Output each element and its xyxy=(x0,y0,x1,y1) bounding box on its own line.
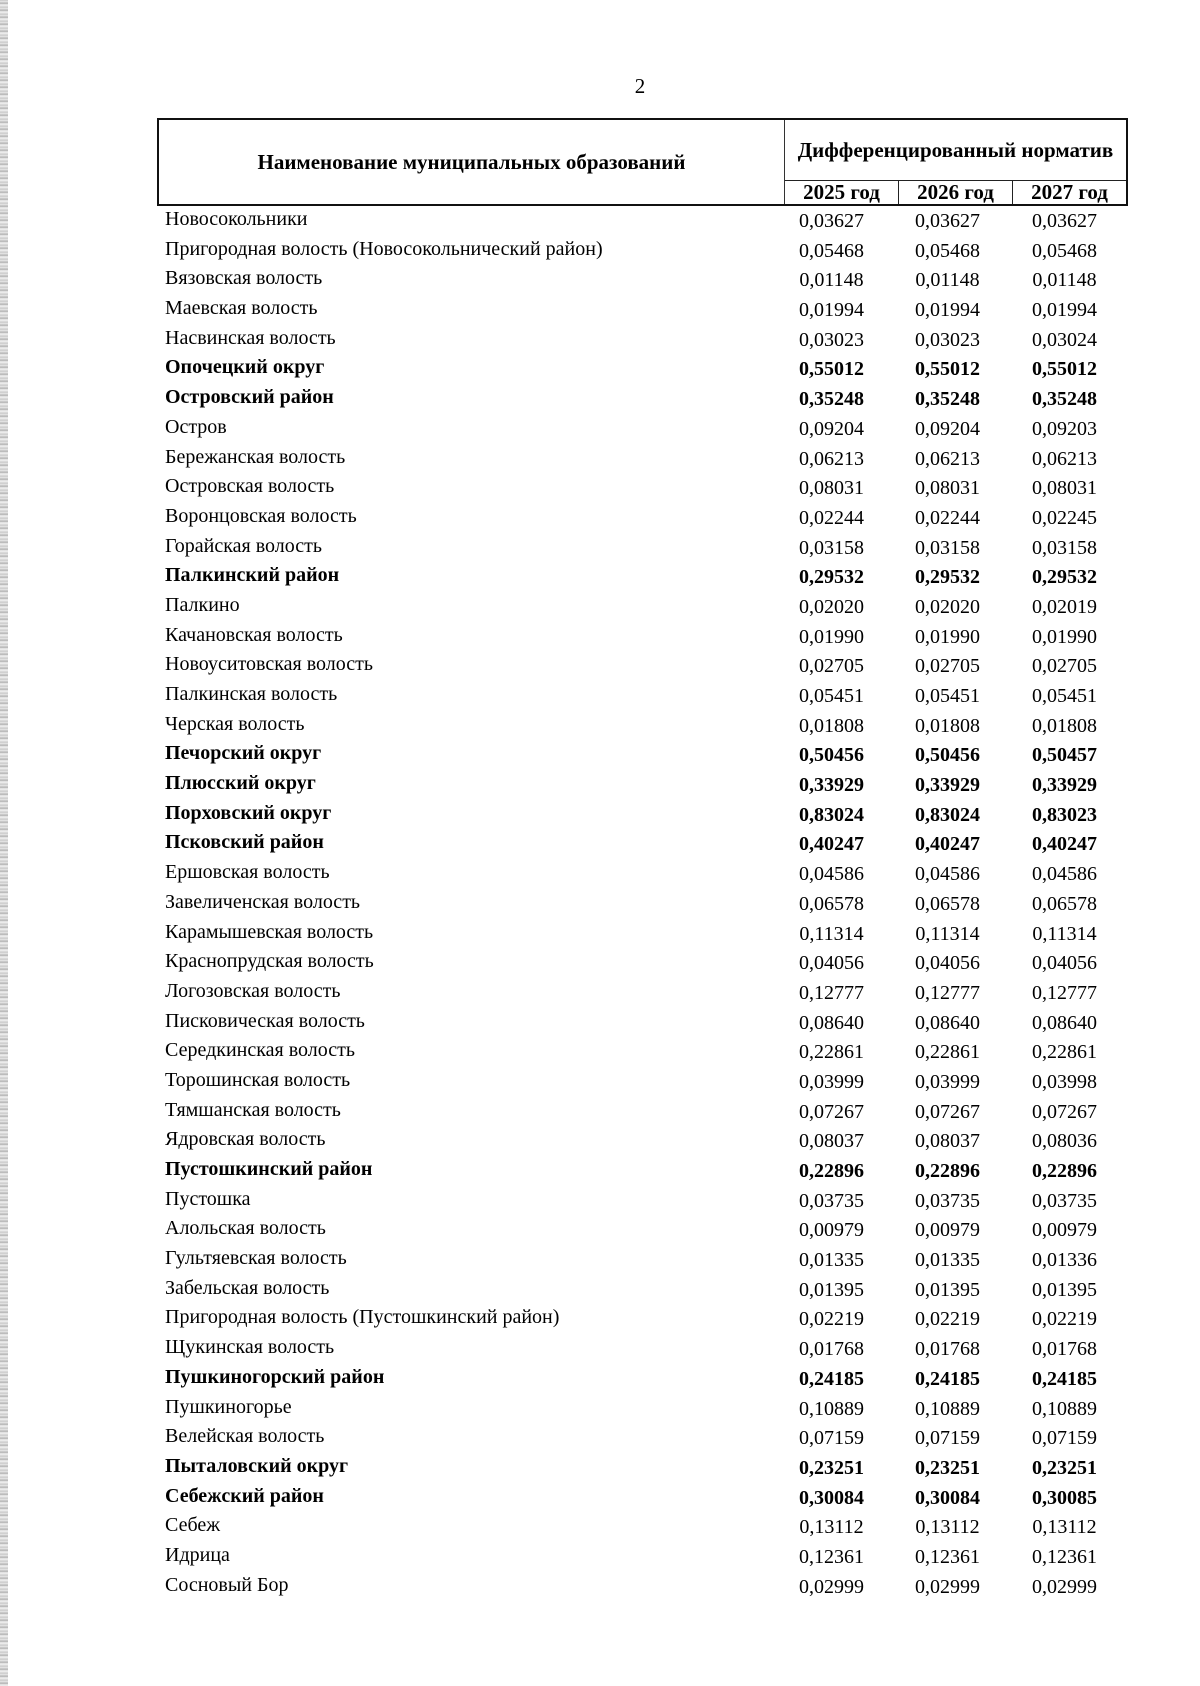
normative-value-2025: 0,12777 xyxy=(799,981,864,1004)
municipality-name: Карамышевская волость xyxy=(165,920,374,943)
municipality-name: Печорский округ xyxy=(165,742,322,765)
normative-value-2026: 0,50456 xyxy=(915,744,980,767)
municipality-name: Торошинская волость xyxy=(165,1068,351,1091)
normative-value-2027: 0,02999 xyxy=(1032,1575,1097,1598)
municipality-name: Палкинский район xyxy=(165,564,340,587)
table-row xyxy=(157,1394,1128,1424)
normative-value-2027: 0,35248 xyxy=(1032,388,1097,411)
normative-value-2025: 0,02705 xyxy=(799,655,864,678)
normative-value-2027: 0,83023 xyxy=(1032,803,1097,826)
normative-value-2027: 0,03627 xyxy=(1032,210,1097,232)
municipality-name: Вязовская волость xyxy=(165,267,323,290)
normative-value-2026: 0,24185 xyxy=(915,1367,980,1390)
normative-value-2026: 0,08640 xyxy=(915,1011,980,1034)
normative-value-2025: 0,05468 xyxy=(799,239,864,262)
normative-value-2026: 0,03023 xyxy=(915,328,980,351)
municipality-name: Качановская волость xyxy=(165,623,343,646)
scan-edge-artifact xyxy=(0,0,8,1686)
normative-value-2026: 0,83024 xyxy=(915,803,980,826)
normative-value-2025: 0,01395 xyxy=(799,1278,864,1301)
normative-value-2025: 0,08037 xyxy=(799,1130,864,1153)
table-row xyxy=(157,325,1128,355)
table-row xyxy=(157,889,1128,919)
normative-value-2027: 0,11314 xyxy=(1032,922,1097,945)
normative-value-2027: 0,29532 xyxy=(1032,566,1097,589)
normative-value-2026: 0,01990 xyxy=(915,625,980,648)
normative-value-2025: 0,08640 xyxy=(799,1011,864,1034)
table-row-district xyxy=(157,770,1128,800)
table-row-district xyxy=(157,562,1128,592)
table-row xyxy=(157,919,1128,949)
municipality-name: Тямшанская волость xyxy=(165,1098,341,1121)
normative-value-2026: 0,06578 xyxy=(915,892,980,915)
normative-value-2027: 0,12777 xyxy=(1032,981,1097,1004)
normative-value-2026: 0,10889 xyxy=(915,1397,980,1420)
normative-value-2027: 0,22896 xyxy=(1032,1160,1097,1182)
table-header xyxy=(157,118,1128,206)
normative-value-2026: 0,29532 xyxy=(915,566,980,589)
normative-value-2027: 0,50457 xyxy=(1032,744,1097,767)
table-row xyxy=(157,295,1128,325)
table-row xyxy=(157,1186,1128,1216)
table-row xyxy=(157,1097,1128,1127)
municipality-name: Палкино xyxy=(165,593,240,616)
normative-value-2026: 0,07159 xyxy=(915,1427,980,1450)
municipality-name: Велейская волость xyxy=(165,1425,325,1448)
header-municipality-name: Наименование муниципальных образований xyxy=(159,120,785,204)
table-row xyxy=(157,948,1128,978)
normative-value-2025: 0,12361 xyxy=(799,1545,864,1568)
normative-value-2027: 0,03158 xyxy=(1032,536,1097,559)
table-row xyxy=(157,1542,1128,1572)
municipality-name: Насвинская волость xyxy=(165,326,336,349)
normative-value-2025: 0,02999 xyxy=(799,1575,864,1598)
municipality-name: Порховский округ xyxy=(165,801,332,824)
normative-value-2026: 0,09204 xyxy=(915,417,980,440)
normative-value-2025: 0,04586 xyxy=(799,863,864,886)
normative-value-2025: 0,30084 xyxy=(799,1486,864,1509)
municipality-name: Пушкиногорье xyxy=(165,1395,292,1418)
normative-value-2025: 0,01768 xyxy=(799,1338,864,1361)
normative-value-2026: 0,55012 xyxy=(915,358,980,381)
normative-value-2025: 0,04056 xyxy=(799,952,864,975)
normative-value-2026: 0,05468 xyxy=(915,239,980,262)
municipality-name: Пригородная волость (Пустошкинский район) xyxy=(165,1306,560,1329)
normative-value-2025: 0,13112 xyxy=(799,1516,864,1539)
normative-value-2026: 0,22896 xyxy=(915,1160,980,1182)
table-row xyxy=(157,711,1128,741)
table-row xyxy=(157,1067,1128,1097)
normative-value-2027: 0,06213 xyxy=(1032,447,1097,470)
normative-value-2025: 0,03999 xyxy=(799,1070,864,1093)
municipality-name: Ядровская волость xyxy=(165,1128,326,1151)
normative-value-2025: 0,02244 xyxy=(799,506,864,529)
normative-value-2026: 0,13112 xyxy=(915,1516,980,1539)
normative-value-2025: 0,24185 xyxy=(799,1367,864,1390)
normative-value-2026: 0,01335 xyxy=(915,1249,980,1272)
normative-value-2027: 0,02705 xyxy=(1032,655,1097,678)
normative-value-2026: 0,30084 xyxy=(915,1486,980,1509)
normative-value-2027: 0,05451 xyxy=(1032,685,1097,707)
normative-value-2026: 0,05451 xyxy=(915,685,980,707)
normative-value-2025: 0,50456 xyxy=(799,744,864,767)
municipality-name: Новоуситовская волость xyxy=(165,653,373,676)
table-row xyxy=(157,859,1128,889)
table-row-district xyxy=(157,800,1128,830)
municipality-name: Островский район xyxy=(165,386,334,409)
normative-value-2026: 0,22861 xyxy=(915,1041,980,1064)
table-row-district xyxy=(157,740,1128,770)
table-row xyxy=(157,1512,1128,1542)
table-row xyxy=(157,265,1128,295)
header-year-2025: 2025 год xyxy=(785,181,899,204)
normative-value-2025: 0,08031 xyxy=(799,477,864,500)
normative-value-2025: 0,33929 xyxy=(799,774,864,797)
normative-value-2026: 0,11314 xyxy=(915,922,980,945)
normative-value-2025: 0,01994 xyxy=(799,299,864,322)
table-row xyxy=(157,651,1128,681)
municipality-name: Середкинская волость xyxy=(165,1039,355,1062)
table-row xyxy=(157,473,1128,503)
table-row xyxy=(157,1334,1128,1364)
normative-value-2027: 0,40247 xyxy=(1032,833,1097,856)
normative-value-2026: 0,02705 xyxy=(915,655,980,678)
municipality-name: Псковский район xyxy=(165,831,324,854)
normative-value-2026: 0,03158 xyxy=(915,536,980,559)
header-year-2026: 2026 год xyxy=(899,181,1013,204)
table-row xyxy=(157,1008,1128,1038)
normative-value-2026: 0,02219 xyxy=(915,1308,980,1331)
normative-value-2027: 0,01395 xyxy=(1032,1278,1097,1301)
normative-value-2027: 0,01990 xyxy=(1032,625,1097,648)
normative-value-2025: 0,22896 xyxy=(799,1160,864,1182)
table-row-district xyxy=(157,1364,1128,1394)
normative-value-2025: 0,06578 xyxy=(799,892,864,915)
municipality-name: Опочецкий округ xyxy=(165,356,325,379)
municipality-name: Бережанская волость xyxy=(165,445,346,468)
normative-value-2025: 0,01148 xyxy=(799,269,864,292)
table-row-district xyxy=(157,354,1128,384)
municipality-name: Плюсский округ xyxy=(165,772,316,795)
header-differentiated-normative: Дифференцированный норматив xyxy=(785,120,1126,181)
table-row xyxy=(157,1275,1128,1305)
normative-value-2027: 0,23251 xyxy=(1032,1456,1097,1479)
table-row xyxy=(157,622,1128,652)
normative-value-2027: 0,07159 xyxy=(1032,1427,1097,1450)
municipality-name: Себеж xyxy=(165,1514,221,1537)
municipality-name: Пыталовский округ xyxy=(165,1454,349,1477)
normative-value-2027: 0,22861 xyxy=(1032,1041,1097,1064)
table-row xyxy=(157,503,1128,533)
municipality-name: Ершовская волость xyxy=(165,861,330,884)
table-row xyxy=(157,592,1128,622)
normative-value-2027: 0,02245 xyxy=(1032,506,1097,529)
table-row-district xyxy=(157,1156,1128,1186)
table-row xyxy=(157,1245,1128,1275)
normative-value-2025: 0,83024 xyxy=(799,803,864,826)
municipality-name: Себежский район xyxy=(165,1484,324,1507)
normative-value-2027: 0,06578 xyxy=(1032,892,1097,915)
municipality-name: Алольская волость xyxy=(165,1217,326,1240)
municipality-name: Логозовская волость xyxy=(165,979,341,1002)
municipality-name: Палкинская волость xyxy=(165,683,338,705)
normative-value-2026: 0,23251 xyxy=(915,1456,980,1479)
municipality-name: Островская волость xyxy=(165,475,335,498)
table-row-district xyxy=(157,384,1128,414)
normative-value-2025: 0,07267 xyxy=(799,1100,864,1123)
normative-value-2025: 0,11314 xyxy=(799,922,864,945)
normative-value-2027: 0,02019 xyxy=(1032,595,1097,618)
normative-value-2025: 0,35248 xyxy=(799,388,864,411)
normative-value-2027: 0,04056 xyxy=(1032,952,1097,975)
table-body xyxy=(157,206,1128,1601)
municipality-name: Пустошка xyxy=(165,1187,251,1210)
normative-value-2026: 0,12777 xyxy=(915,981,980,1004)
normative-value-2025: 0,03735 xyxy=(799,1189,864,1212)
municipality-name: Щукинская волость xyxy=(165,1336,335,1359)
normative-value-2025: 0,55012 xyxy=(799,358,864,381)
normative-value-2026: 0,06213 xyxy=(915,447,980,470)
normative-value-2025: 0,01335 xyxy=(799,1249,864,1272)
normative-value-2026: 0,01994 xyxy=(915,299,980,322)
normative-value-2026: 0,02999 xyxy=(915,1575,980,1598)
table-row xyxy=(157,206,1128,236)
normative-value-2026: 0,04056 xyxy=(915,952,980,975)
normative-value-2025: 0,22861 xyxy=(799,1041,864,1064)
normative-value-2025: 0,03023 xyxy=(799,328,864,351)
normative-value-2026: 0,08037 xyxy=(915,1130,980,1153)
normative-value-2027: 0,12361 xyxy=(1032,1545,1097,1568)
municipality-name: Краснопрудская волость xyxy=(165,950,374,973)
municipality-name: Пушкиногорский район xyxy=(165,1365,385,1388)
header-years xyxy=(785,181,1126,204)
municipality-name: Пригородная волость (Новосокольнический район) xyxy=(165,237,603,260)
normative-value-2027: 0,01808 xyxy=(1032,714,1097,737)
normative-value-2025: 0,03627 xyxy=(799,210,864,232)
normative-value-2027: 0,08031 xyxy=(1032,477,1097,500)
normative-value-2027: 0,01994 xyxy=(1032,299,1097,322)
normative-value-2026: 0,08031 xyxy=(915,477,980,500)
table-row xyxy=(157,414,1128,444)
municipality-name: Писковическая волость xyxy=(165,1009,365,1032)
normative-value-2026: 0,02244 xyxy=(915,506,980,529)
normative-value-2025: 0,02219 xyxy=(799,1308,864,1331)
normative-value-2025: 0,01990 xyxy=(799,625,864,648)
municipality-name: Новосокольники xyxy=(165,208,308,230)
table-row xyxy=(157,1572,1128,1602)
normative-value-2027: 0,04586 xyxy=(1032,863,1097,886)
normative-value-2026: 0,01148 xyxy=(915,269,980,292)
normative-value-2027: 0,08640 xyxy=(1032,1011,1097,1034)
normative-value-2027: 0,13112 xyxy=(1032,1516,1097,1539)
table-row-district xyxy=(157,829,1128,859)
normative-value-2025: 0,09204 xyxy=(799,417,864,440)
municipality-name: Гультяевская волость xyxy=(165,1247,347,1270)
normative-value-2027: 0,03998 xyxy=(1032,1070,1097,1093)
normative-value-2026: 0,01808 xyxy=(915,714,980,737)
normative-value-2026: 0,07267 xyxy=(915,1100,980,1123)
normative-value-2026: 0,03999 xyxy=(915,1070,980,1093)
table-row xyxy=(157,1037,1128,1067)
table-row xyxy=(157,1215,1128,1245)
municipality-name: Забельская волость xyxy=(165,1276,330,1299)
normative-value-2025: 0,10889 xyxy=(799,1397,864,1420)
municipality-name: Воронцовская волость xyxy=(165,504,357,527)
normative-value-2027: 0,00979 xyxy=(1032,1219,1097,1242)
normative-value-2027: 0,09203 xyxy=(1032,417,1097,440)
municipality-name: Маевская волость xyxy=(165,297,318,320)
normative-value-2027: 0,24185 xyxy=(1032,1367,1097,1390)
table-row xyxy=(157,1423,1128,1453)
municipality-name: Остров xyxy=(165,415,227,438)
normative-value-2026: 0,03735 xyxy=(915,1189,980,1212)
table-row-district xyxy=(157,1453,1128,1483)
table-row xyxy=(157,978,1128,1008)
normative-value-2027: 0,05468 xyxy=(1032,239,1097,262)
municipality-name: Сосновый Бор xyxy=(165,1573,289,1596)
normative-value-2025: 0,00979 xyxy=(799,1219,864,1242)
normative-value-2025: 0,23251 xyxy=(799,1456,864,1479)
table-row xyxy=(157,681,1128,711)
normative-value-2026: 0,00979 xyxy=(915,1219,980,1242)
normative-value-2025: 0,03158 xyxy=(799,536,864,559)
normative-value-2026: 0,02020 xyxy=(915,595,980,618)
normative-value-2027: 0,03735 xyxy=(1032,1189,1097,1212)
municipality-name: Идрица xyxy=(165,1543,230,1566)
normative-value-2027: 0,01148 xyxy=(1032,269,1097,292)
table-row xyxy=(157,236,1128,266)
municipality-name: Горайская волость xyxy=(165,534,323,557)
normative-value-2026: 0,12361 xyxy=(915,1545,980,1568)
normative-value-2027: 0,08036 xyxy=(1032,1130,1097,1153)
normative-value-2025: 0,07159 xyxy=(799,1427,864,1450)
header-year-2027: 2027 год xyxy=(1031,180,1108,204)
normative-table xyxy=(157,118,1128,1601)
normative-value-2026: 0,40247 xyxy=(915,833,980,856)
normative-value-2025: 0,29532 xyxy=(799,566,864,589)
table-row xyxy=(157,533,1128,563)
municipality-name: Черская волость xyxy=(165,712,305,735)
normative-value-2027: 0,01336 xyxy=(1032,1249,1097,1272)
municipality-name: Завеличенская волость xyxy=(165,890,361,913)
normative-value-2027: 0,01768 xyxy=(1032,1338,1097,1361)
normative-value-2025: 0,01808 xyxy=(799,714,864,737)
normative-value-2027: 0,02219 xyxy=(1032,1308,1097,1331)
table-row xyxy=(157,1304,1128,1334)
table-row xyxy=(157,1126,1128,1156)
table-row-district xyxy=(157,1483,1128,1513)
normative-value-2027: 0,10889 xyxy=(1032,1397,1097,1420)
normative-value-2026: 0,33929 xyxy=(915,774,980,797)
municipality-name: Пустошкинский район xyxy=(165,1158,373,1180)
normative-value-2026: 0,01768 xyxy=(915,1338,980,1361)
normative-value-2026: 0,01395 xyxy=(915,1278,980,1301)
normative-value-2025: 0,02020 xyxy=(799,595,864,618)
normative-value-2027: 0,30085 xyxy=(1032,1486,1097,1509)
page-number: 2 xyxy=(634,74,646,98)
normative-value-2026: 0,35248 xyxy=(915,388,980,411)
normative-value-2027: 0,03024 xyxy=(1032,328,1097,351)
normative-value-2026: 0,03627 xyxy=(915,210,980,232)
table-row xyxy=(157,444,1128,474)
normative-value-2025: 0,05451 xyxy=(799,685,864,707)
normative-value-2026: 0,04586 xyxy=(915,863,980,886)
normative-value-2025: 0,40247 xyxy=(799,833,864,856)
normative-value-2027: 0,07267 xyxy=(1032,1100,1097,1123)
normative-value-2027: 0,55012 xyxy=(1032,358,1097,381)
normative-value-2027: 0,33929 xyxy=(1032,774,1097,797)
normative-value-2025: 0,06213 xyxy=(799,447,864,470)
